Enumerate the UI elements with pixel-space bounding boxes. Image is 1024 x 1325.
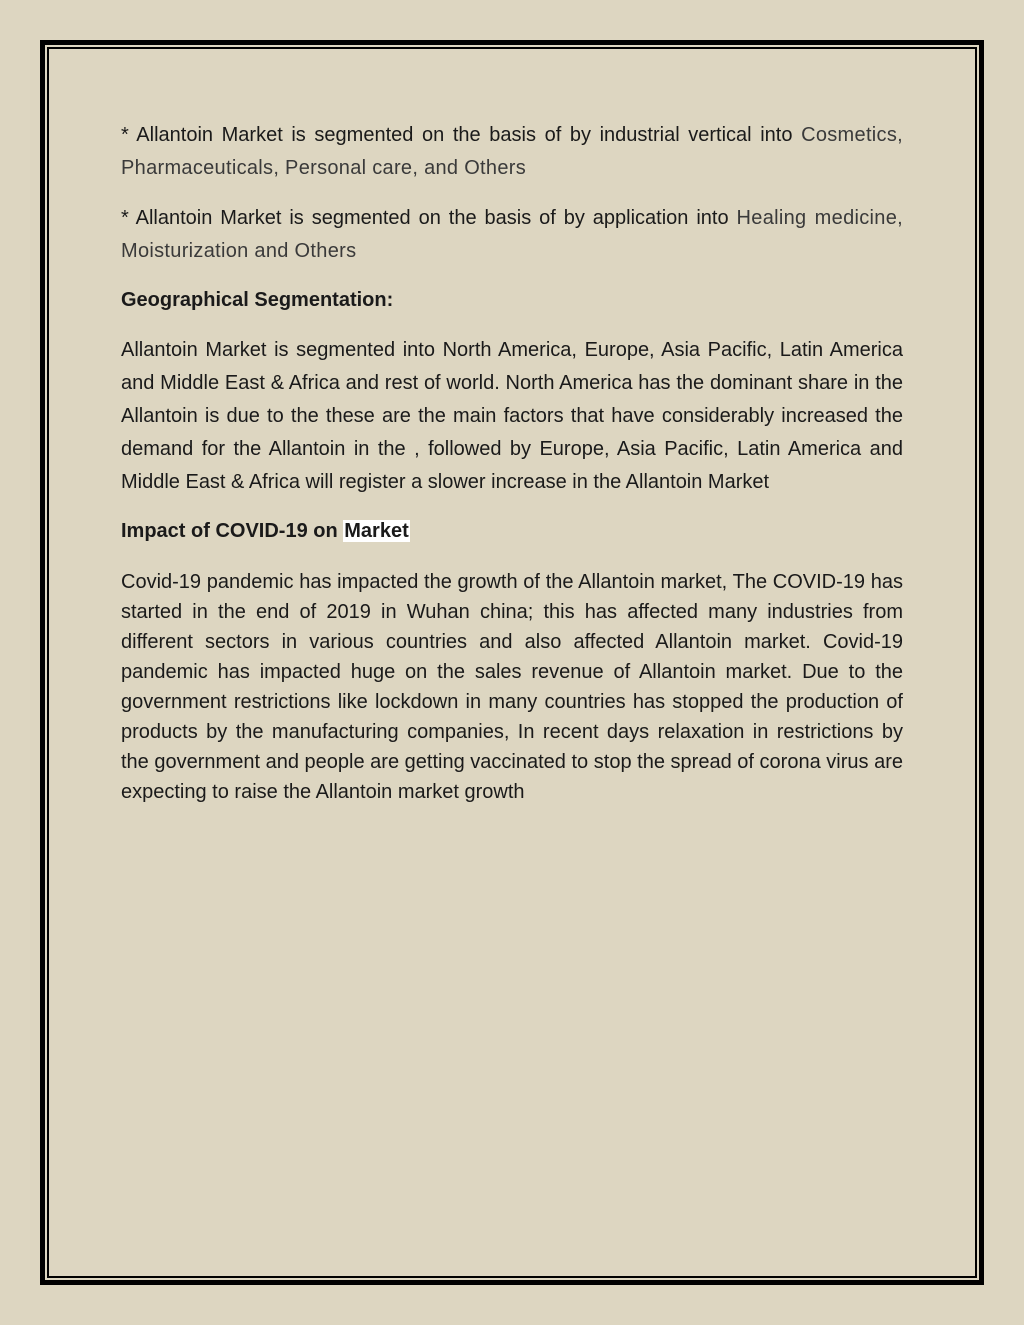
geo-heading: Geographical Segmentation: <box>121 289 394 311</box>
covid-heading-highlight: Market <box>344 520 409 542</box>
bullet-industrial-vertical-segments: Cosmetics, Pharmaceuticals, Personal care, and Others <box>121 124 903 179</box>
bullet-industrial-vertical-lead: * Allantoin Market is segmented on the basis of by industrial vertical into <box>121 124 793 146</box>
geo-paragraph: Allantoin Market is segmented into North America, Europe, Asia Pacific, Latin America and Middle East & Africa and rest of world. North America has the dominant share in the Allantoin is due to the these are the main factors that have considerably increased the demand for the Allantoin in the , followed by Europe, Asia Pacific, Latin America and Middle East & Africa will register a slower increase in the Allantoin Market <box>121 339 903 493</box>
bullet-application <box>121 202 903 268</box>
bullet-application-lead: * Allantoin Market is segmented on the basis of by application into <box>121 207 729 229</box>
bullet-industrial-vertical <box>121 119 903 185</box>
document-body <box>121 119 903 807</box>
covid-paragraph: Covid-19 pandemic has impacted the growth of the Allantoin market, The COVID-19 has started in the end of 2019 in Wuhan china; this has affected many industries from different sectors in various countries and also affected Allantoin market. Covid-19 pandemic has impacted huge on the sales revenue of Allantoin market. Due to the government restrictions like lockdown in many countries has stopped the production of products by the manufacturing companies, In recent days relaxation in restrictions by the government and people are getting vaccinated to stop the spread of corona virus are expecting to raise the Allantoin market growth <box>121 571 903 803</box>
bullet-application-segments: Healing medicine, Moisturization and Others <box>121 207 903 262</box>
covid-heading <box>121 515 903 548</box>
covid-heading-prefix: Impact of COVID-19 on <box>121 520 338 542</box>
